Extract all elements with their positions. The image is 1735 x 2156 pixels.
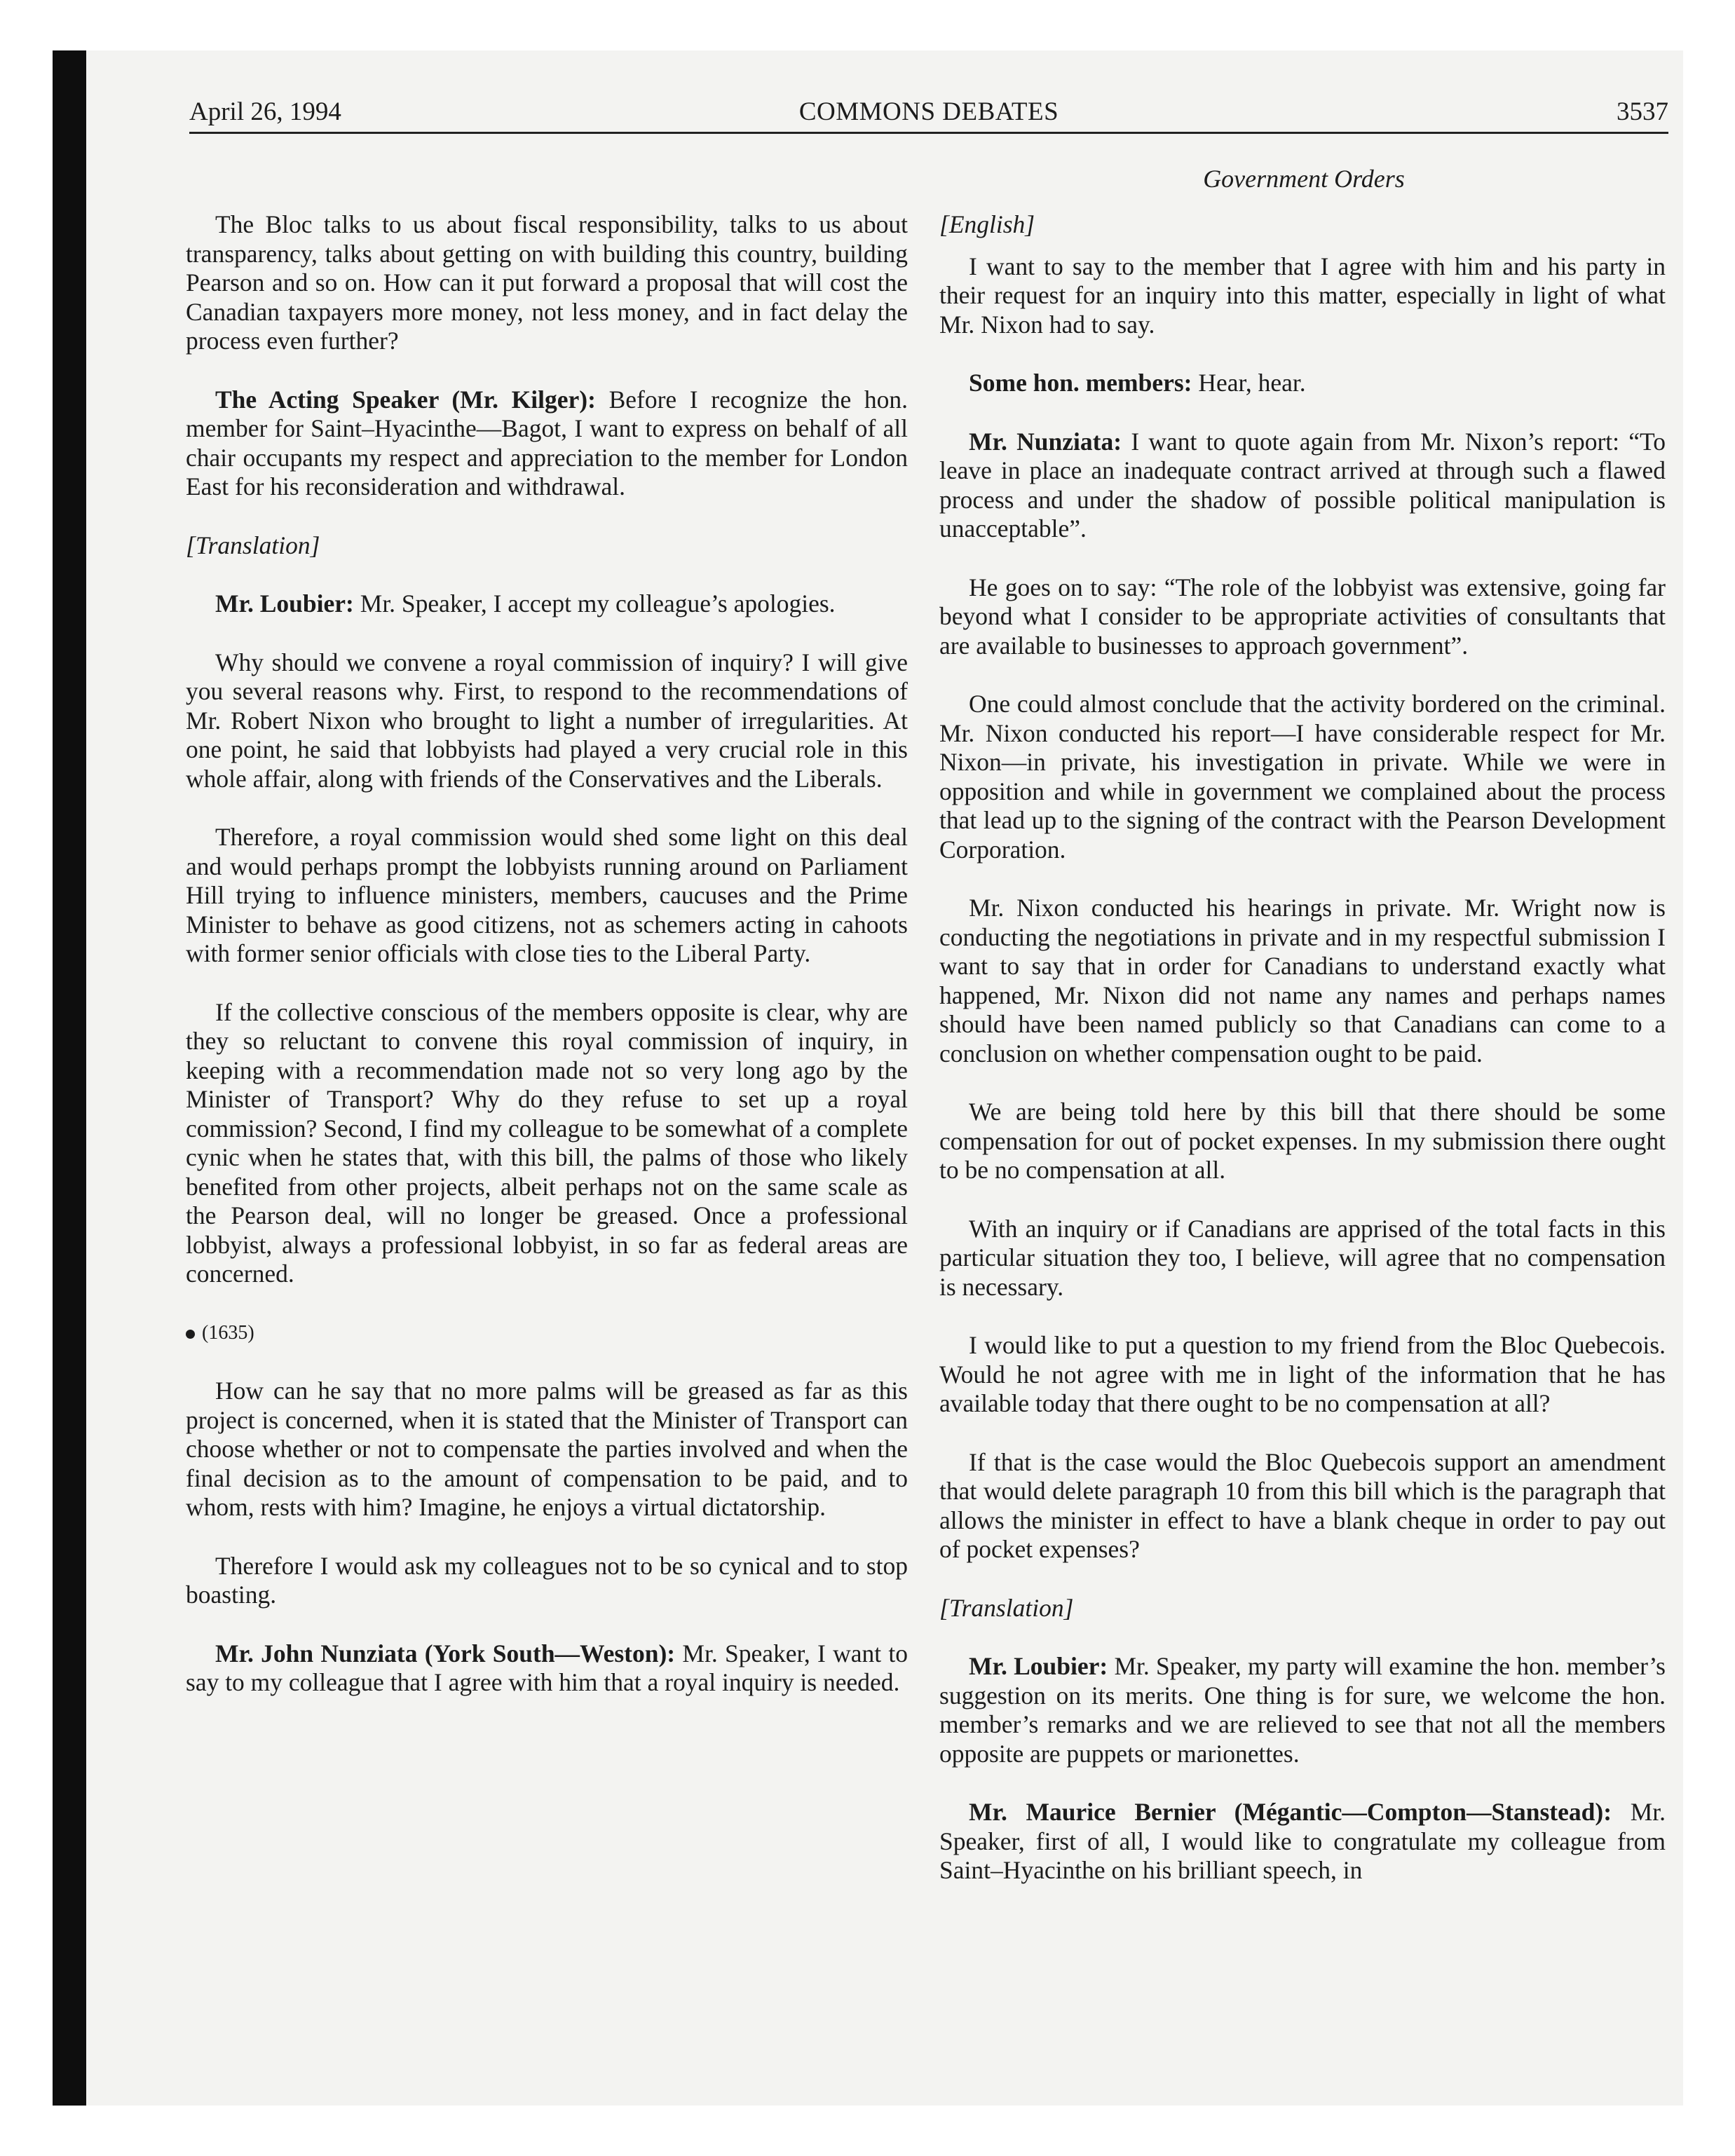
paragraph: Therefore, a royal commission would shed some light on this deal and would perhaps prompt the lobbyists running around on Parliament Hill trying to influence ministers, members, caucuses and the Prime Minister to behave as good citizens, not as schemers acting in cahoots with former senior officials with close ties to the Liberal Party. (186, 823, 908, 967)
paragraph: We are being told here by this bill that there should be some compensation for out of pocket expenses. In my submission there ought to be no compensation at all. (939, 1098, 1666, 1184)
speech-paragraph (939, 1798, 1666, 1885)
speech-paragraph (186, 1639, 908, 1698)
speaker-name: Some hon. members: (969, 369, 1192, 397)
paragraph: How can he say that no more palms will be greased as far as this project is concerned, when it is stated that the Minister of Transport can choose whether or not to compensate the parties involved and when the final decision as to the amount of compensation to be paid, and to whom, rests with him? Imagine, he enjoys a virtual dictatorship. (186, 1377, 908, 1521)
paragraph: If the collective conscious of the members opposite is clear, why are they so reluctant to convene this royal commission of inquiry, in keeping with a recommendation made not so very long ago by the Minister of Transport? Why do they refuse to set up a royal commission? Second, I find my colleague to be somewhat of a complete cynic when he states that, with this bill, the palms of those who likely benefited from other projects, albeit perhaps not on the same scale as the Pearson deal, will no longer be greased. Once a professional lobbyist, always a professional lobbyist, in so far as federal areas are concerned. (186, 997, 908, 1288)
language-tag: [English] (939, 210, 1035, 238)
paragraph: If that is the case would the Bloc Quebecois support an amendment that would delete paragraph 10 from this bill which is the paragraph that allows the minister in effect to have a blank cheque in order to pay out of pocket expenses? (939, 1447, 1666, 1563)
language-tag: [Translation] (186, 531, 320, 559)
paragraph: I want to say to the member that I agree with him and his party in their request for an inquiry into this matter, especially in light of what Mr. Nixon had to say. (939, 252, 1666, 339)
timestamp-text: (1635) (202, 1321, 254, 1344)
speech-paragraph (186, 589, 908, 619)
section-heading: Government Orders (1203, 165, 1405, 193)
paragraph: Therefore I would ask my colleagues not to be so cynical and to stop boasting. (186, 1551, 908, 1609)
speech-paragraph (939, 428, 1666, 544)
paragraph: The Bloc talks to us about fiscal responsibility, talks to us about transparency, talks about getting on with building this country, building Pearson and so on. How can it put forward a proposal that will cost the Canadian taxpayers more money, not less money, and in fact delay the process even further? (186, 210, 908, 355)
binding-edge (53, 50, 86, 2106)
speech-text: I want to quote again from Mr. Nixon’s report: “To leave in place an inadequate contract arrived at through such a flawed process and under the shadow of possible political manipulation is unacceptable”. (939, 427, 1666, 543)
header-publication: COMMONS DEBATES (798, 97, 1059, 126)
paragraph: One could almost conclude that the activity bordered on the criminal. Mr. Nixon conducted his report—I have considerable respect for Mr. Nixon—in private, his investigation in private. While we were in opposition and while in government we complained about the process that lead up to the signing of the contract with the Pearson Development Corporation. (939, 690, 1666, 864)
right-column (939, 210, 1666, 1915)
speaker-name: Mr. Loubier: (969, 1652, 1108, 1680)
running-header (189, 91, 1668, 133)
paragraph: With an inquiry or if Canadians are apprised of the total facts in this particular situation they too, I believe, will agree that no compensation is necessary. (939, 1214, 1666, 1301)
paragraph: I would like to put a question to my friend from the Bloc Quebecois. Would he not agree with me in light of the information that he has available today that there ought to be no compensation at all? (939, 1331, 1666, 1417)
paragraph: Mr. Nixon conducted his hearings in private. Mr. Wright now is conducting the negotiations in private and in my respectful submission I want to say that in order for Canadians to understand exactly what happened, Mr. Nixon did not name any names and perhaps names should have been named publicly so that Canadians can come to a conclusion on whether compensation ought to be paid. (939, 894, 1666, 1067)
speech-text: Before I recognize the hon. member for Saint–Hyacinthe—Bagot, I want to express on behalf of all chair occupants my respect and appreciation to the member for London East for his reconsideration and withdrawal. (186, 385, 908, 500)
timestamp (186, 1318, 908, 1348)
speech-text: Hear, hear. (1192, 369, 1306, 397)
speech-text: Mr. Speaker, I accept my colleague’s apologies. (353, 589, 836, 618)
header-rule (189, 132, 1668, 134)
speech-text: Mr. Speaker, I want to say to my colleague that I agree with him that a royal inquiry is needed. (186, 1639, 908, 1696)
speaker-name: Mr. Nunziata: (969, 427, 1122, 456)
speech-paragraph (939, 1652, 1666, 1768)
speech-text: Mr. Speaker, first of all, I would like to congratulate my colleague from Saint–Hyacinthe on his brilliant speech, in (939, 1798, 1666, 1884)
speech-text: Mr. Speaker, my party will examine the hon. member’s suggestion on its merits. One thing is for sure, we welcome the hon. member’s remarks and we are relieved to see that not all the members opposite are puppets or marionettes. (939, 1652, 1666, 1768)
speech-paragraph (939, 369, 1666, 398)
left-column (186, 210, 908, 1727)
speaker-name: Mr. Maurice Bernier (Mégantic—Compton—Stanstead): (969, 1798, 1612, 1826)
language-tag: [Translation] (939, 1593, 1074, 1622)
speaker-name: Mr. John Nunziata (York South—Weston): (215, 1639, 676, 1667)
speaker-name: Mr. Loubier: (215, 589, 354, 618)
paragraph: He goes on to say: “The role of the lobbyist was extensive, going far beyond what I consider to be appropriate activities of consultants that are available to businesses to approach government”. (939, 573, 1666, 660)
paragraph: Why should we convene a royal commission of inquiry? I will give you several reasons why. First, to respond to the recommendations of Mr. Robert Nixon who brought to light a number of irregularities. At one point, he said that lobbyists had played a very crucial role in this whole affair, along with friends of the Conservatives and the Liberals. (186, 648, 908, 793)
header-page-number: 3537 (1617, 97, 1668, 126)
header-date: April 26, 1994 (189, 97, 341, 126)
bullet-icon (186, 1330, 195, 1339)
speaker-name: The Acting Speaker (Mr. Kilger): (215, 385, 596, 414)
speech-paragraph (186, 386, 908, 502)
